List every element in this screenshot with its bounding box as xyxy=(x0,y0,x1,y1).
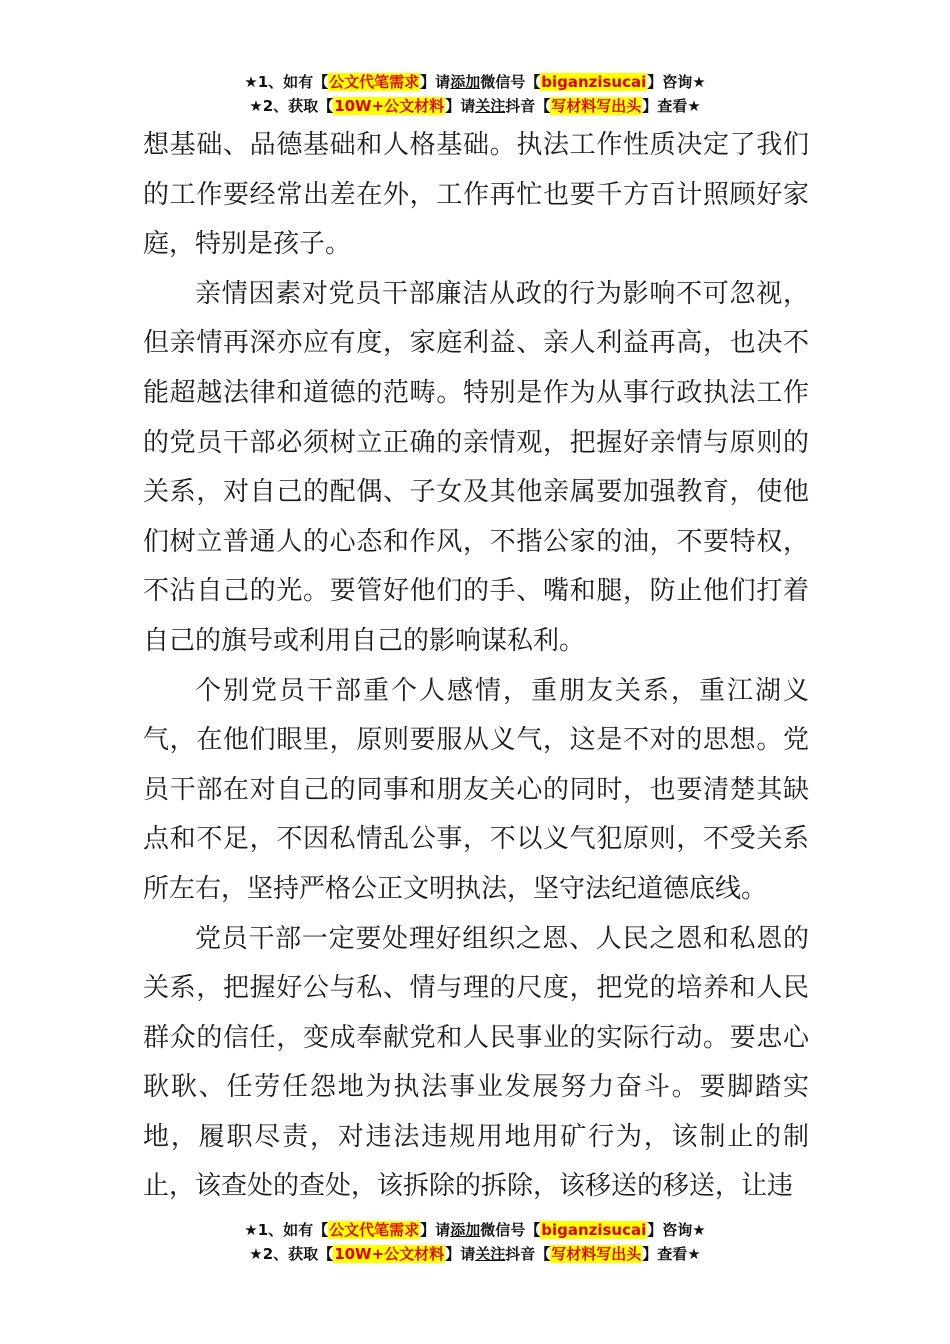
banner-line-2 xyxy=(0,1242,950,1266)
banner-underlined-text: 添加 xyxy=(450,73,481,91)
paragraph: 个别党员干部重个人感情，重朋友关系，重江湖义气，在他们眼里，原则要服从义气，这是不对的思想。党员干部在对自己的同事和朋友关心的同时，也要清楚其缺点和不足，不因私情乱公事，不以义气犯原则，不受关系所左右，坚持严格公正文明执法，坚守法纪道德底线。 xyxy=(143,675,809,904)
banner-text: 】咨询★ xyxy=(647,1221,706,1239)
highlight-douyin-account: 写材料写出头 xyxy=(551,1245,642,1263)
banner-text: 】查看★ xyxy=(642,1245,701,1263)
banner-line-1 xyxy=(0,1218,950,1242)
banner-text: 】查看★ xyxy=(642,97,701,115)
highlight-wechat-id: biganzisucai xyxy=(541,73,647,91)
banner-underlined-text: 添加 xyxy=(450,1221,481,1239)
banner-text: 抖音【 xyxy=(505,97,551,115)
highlight-wechat-id: biganzisucai xyxy=(541,1221,647,1239)
paragraph: 党员干部一定要处理好组织之恩、人民之恩和私恩的关系，把握好公与私、情与理的尺度，把党的培养和人民群众的信任，变成奉献党和人民事业的实际行动。要忠心耿耿、任劳任怨地为执法事业发展努力奋斗。要脚踏实地，履职尽责，对违法违规用地用矿行为，该制止的制止，该查处的查处，该拆除的拆除，该移送的移送，让违 xyxy=(143,923,809,1202)
banner-line-2 xyxy=(0,94,950,118)
highlight-service: 公文代笔需求 xyxy=(329,73,420,91)
highlight-materials: 10W+公文材料 xyxy=(334,97,445,115)
banner-text: ★2、获取【 xyxy=(249,97,334,115)
document-body xyxy=(143,121,809,1212)
header-banner xyxy=(0,70,950,118)
banner-text: 】请 xyxy=(420,73,451,91)
banner-text: 】请 xyxy=(420,1221,451,1239)
paragraph: 亲情因素对党员干部廉洁从政的行为影响不可忽视，但亲情再深亦应有度，家庭利益、亲人利益再高，也决不能超越法律和道德的范畴。特别是作为从事行政执法工作的党员干部必须树立正确的亲情观，把握好亲情与原则的关系，对自己的配偶、子女及其他亲属要加强教育，使他们树立普通人的心态和作风，不揩公家的油，不要特权，不沾自己的光。要管好他们的手、嘴和腿，防止他们打着自己的旗号或利用自己的影响谋私利。 xyxy=(143,278,809,656)
banner-text: 微信号【 xyxy=(480,1221,541,1239)
banner-line-1 xyxy=(0,70,950,94)
highlight-douyin-account: 写材料写出头 xyxy=(551,97,642,115)
banner-text: 】请 xyxy=(445,1245,476,1263)
banner-text: ★1、如有【 xyxy=(244,1221,329,1239)
footer-banner xyxy=(0,1218,950,1266)
banner-text: 抖音【 xyxy=(505,1245,551,1263)
highlight-service: 公文代笔需求 xyxy=(329,1221,420,1239)
banner-underlined-text: 关注 xyxy=(475,1245,506,1263)
banner-text: 】咨询★ xyxy=(647,73,706,91)
highlight-materials: 10W+公文材料 xyxy=(334,1245,445,1263)
banner-text: ★2、获取【 xyxy=(249,1245,334,1263)
banner-text: 】请 xyxy=(445,97,476,115)
banner-underlined-text: 关注 xyxy=(475,97,506,115)
banner-text: ★1、如有【 xyxy=(244,73,329,91)
paragraph-continued: 想基础、品德基础和人格基础。执法工作性质决定了我们的工作要经常出差在外，工作再忙也要千方百计照顾好家庭，特别是孩子。 xyxy=(143,130,809,260)
banner-text: 微信号【 xyxy=(480,73,541,91)
